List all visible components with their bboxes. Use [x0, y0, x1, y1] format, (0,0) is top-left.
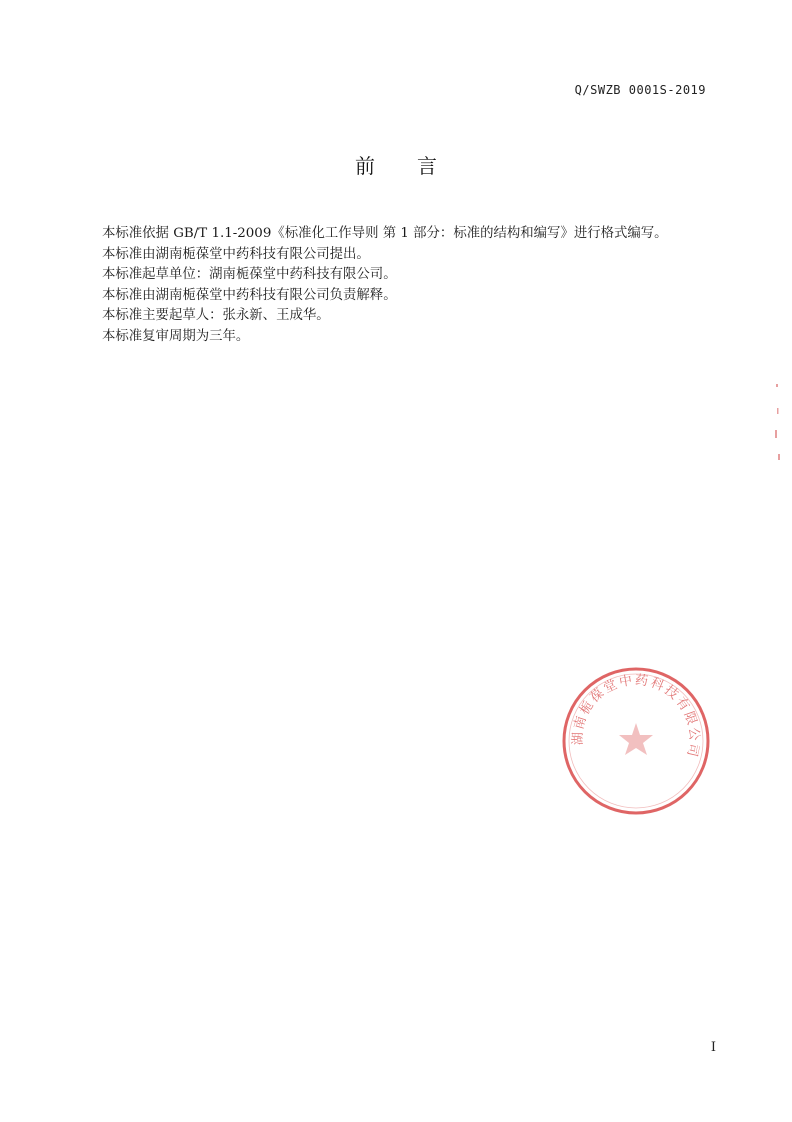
paragraph-interpretation: 本标准由湖南栀葆堂中药科技有限公司负责解释。 — [102, 287, 397, 303]
paragraph-proposer: 本标准由湖南栀葆堂中药科技有限公司提出。 — [102, 246, 370, 262]
seal-star-icon — [619, 723, 653, 755]
page-number: I — [710, 1040, 716, 1055]
paragraph-basis: 本标准依据 GB/T 1.1-2009《标准化工作导则 第 1 部分：标准的结构和编写》进行格式编写。 — [102, 226, 668, 241]
company-seal — [560, 665, 712, 817]
seal-text: 湖南栀葆堂中药科技有限公司 — [570, 673, 702, 760]
paragraph-drafters: 本标准主要起草人：张永新、王成华。 — [102, 308, 330, 324]
paragraph-drafting-unit: 本标准起草单位：湖南栀葆堂中药科技有限公司。 — [102, 267, 397, 283]
margin-marks — [770, 380, 786, 470]
document-code: Q/SWZB 0001S-2019 — [574, 83, 706, 97]
preface-body — [102, 224, 722, 348]
page-title: 前言 — [355, 154, 479, 178]
paragraph-review-cycle: 本标准复审周期为三年。 — [102, 328, 250, 344]
